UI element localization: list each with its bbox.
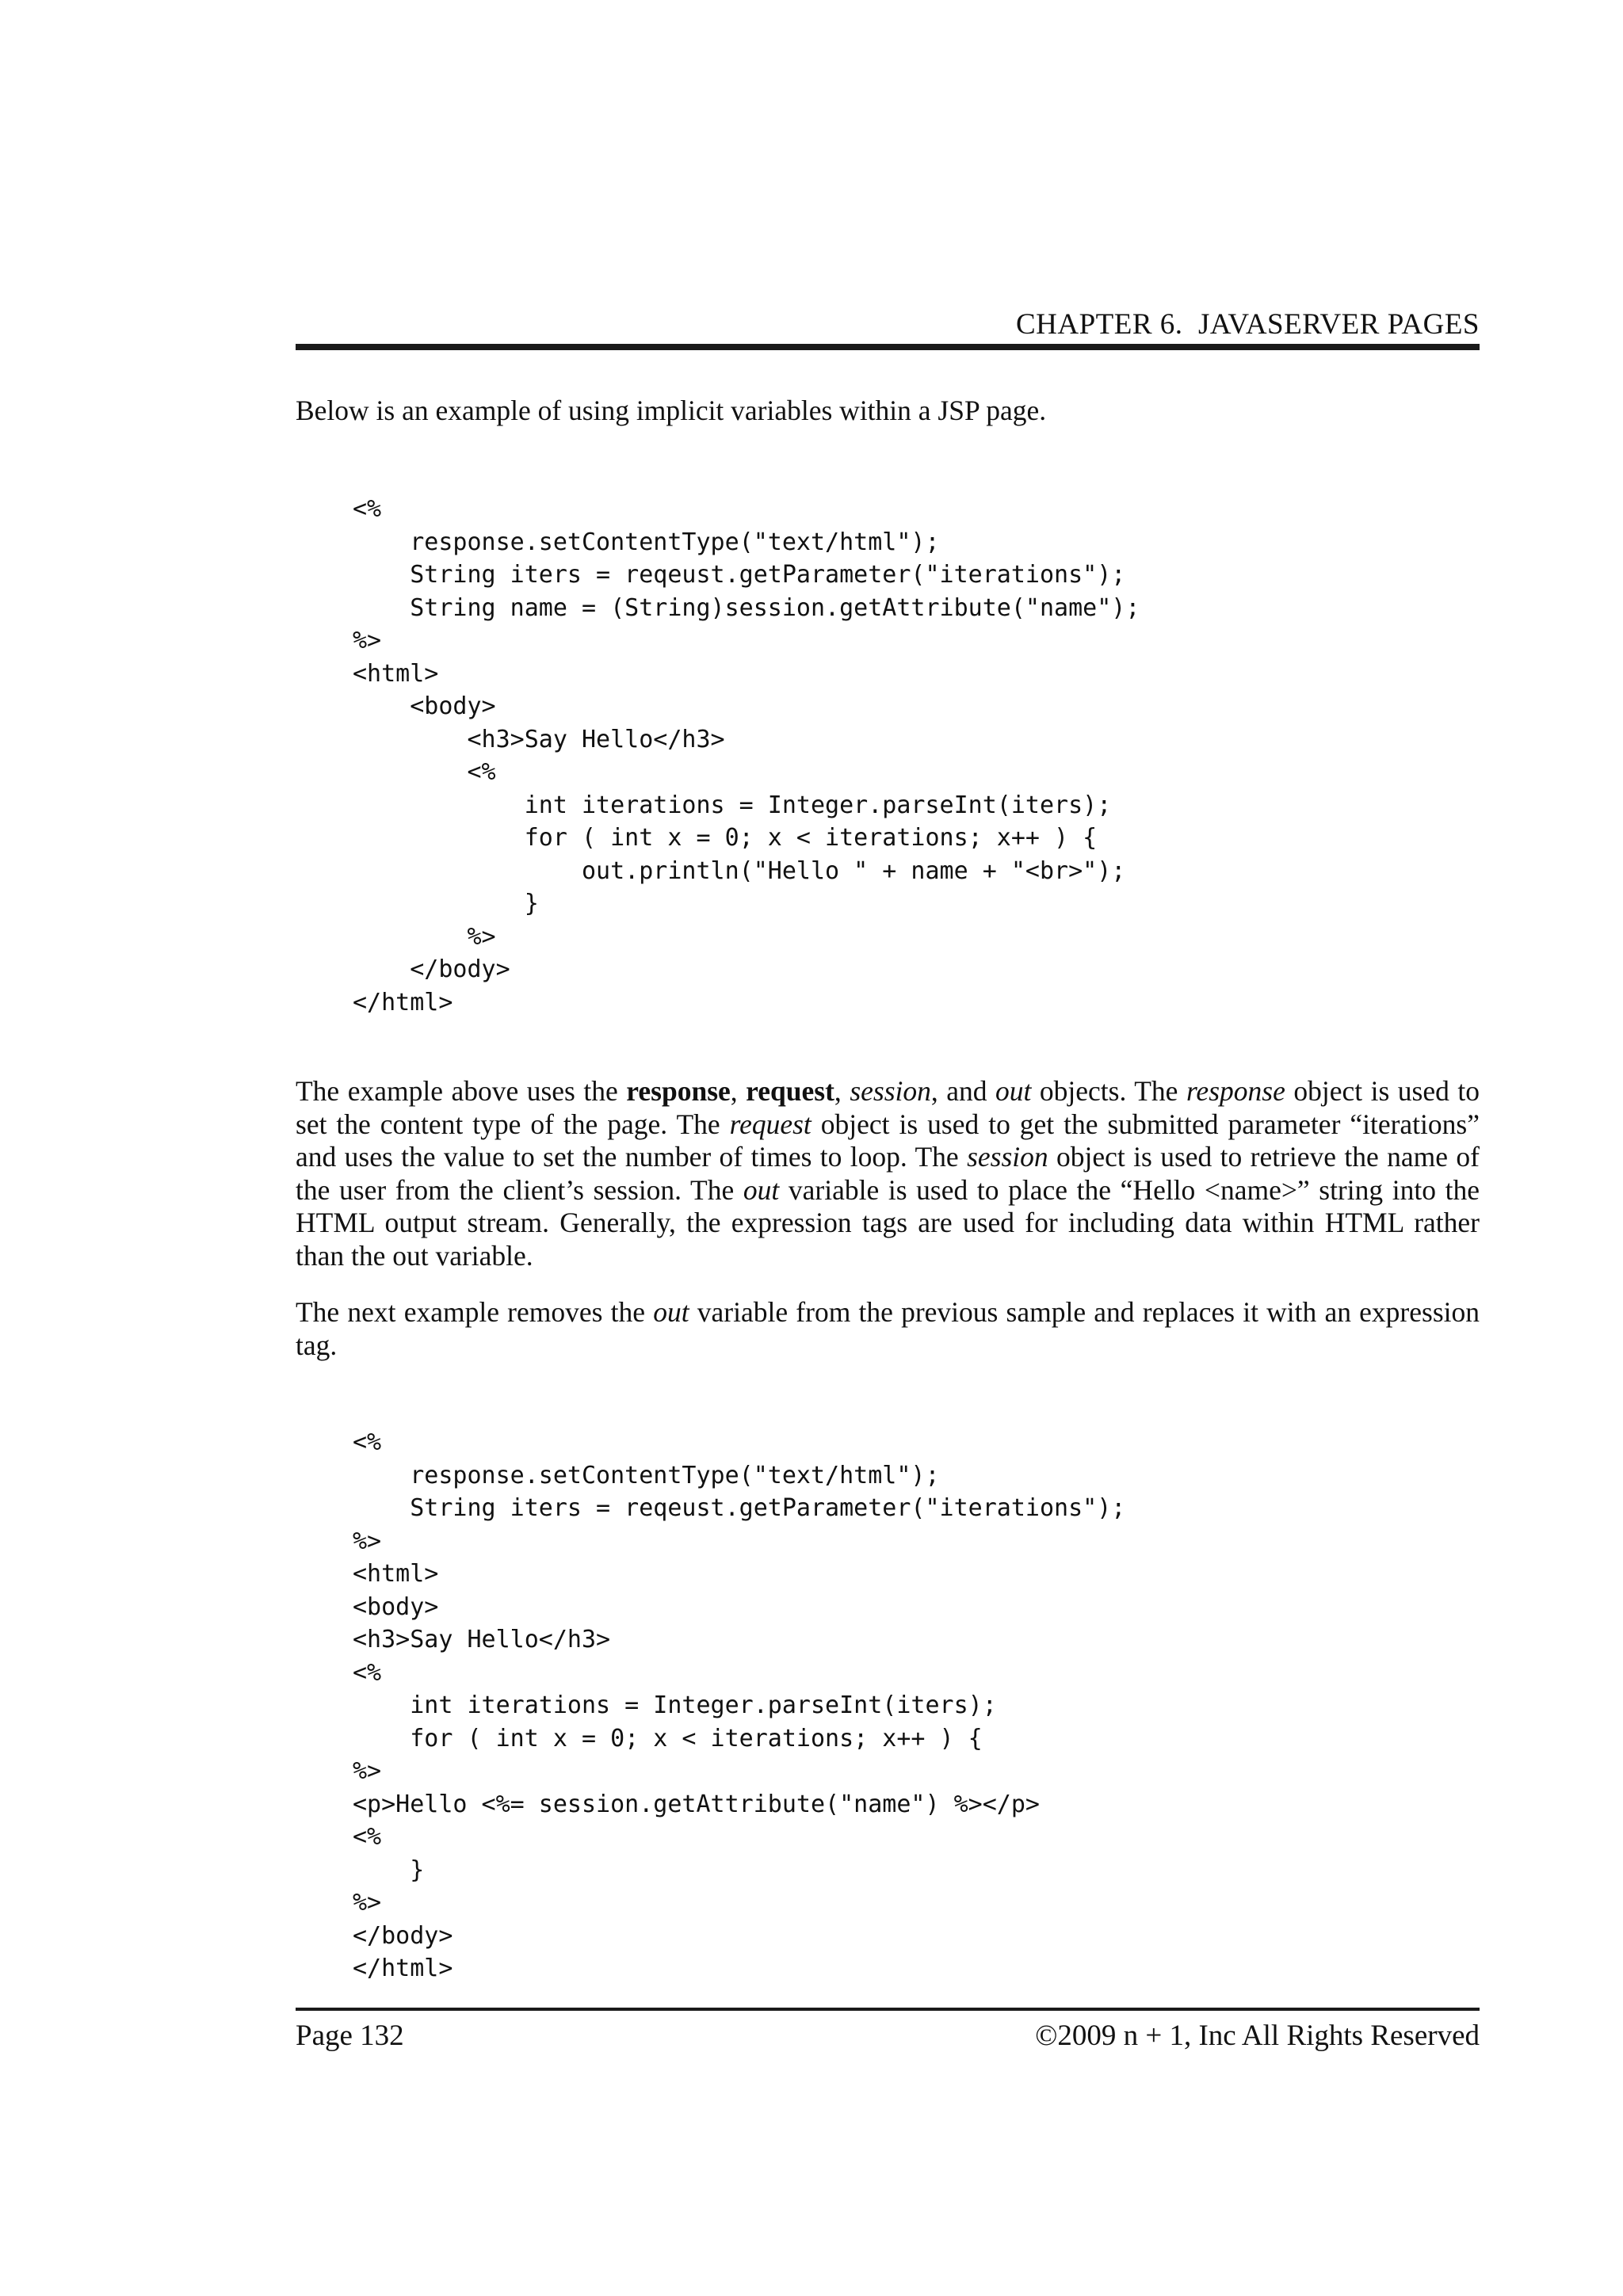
text-run: , and [930, 1075, 996, 1107]
running-head: CHAPTER 6. JAVASERVER PAGES [1015, 308, 1480, 341]
bold-term-request: request [746, 1075, 834, 1107]
text-run: object is used to get the submitted parameter “iterations” and uses the value to set the number of times to loop. The [296, 1108, 1480, 1173]
italic-term-session: session [850, 1075, 931, 1107]
copyright-notice: ©2009 n + 1, Inc All Rights Reserved [1035, 2019, 1480, 2052]
text-run: variable from the previous sample and replaces it with an expression tag. [296, 1296, 1480, 1361]
italic-term-response: response [1186, 1075, 1285, 1107]
page-number: Page 132 [296, 2019, 404, 2052]
italic-term-out: out [653, 1296, 689, 1328]
next-example-paragraph [296, 1296, 1480, 1362]
italic-term-session: session [967, 1141, 1048, 1173]
footer-rule [296, 2008, 1480, 2011]
text-run: The next example removes the [296, 1296, 654, 1328]
text-run: object is used to set the content type of the page. The [296, 1075, 1480, 1140]
header-rule [296, 344, 1480, 350]
text-run: variable is used to place the “Hello <name>” string into the HTML output stream. Generally, the expression tags are used for including data within HTML rather than the out variable. [296, 1173, 1480, 1272]
italic-term-request: request [729, 1108, 812, 1140]
text-run: object is used to retrieve the name of the user from the client’s session. The [296, 1141, 1480, 1206]
text-run: The example above uses the [296, 1075, 627, 1107]
text-run: objects. The [1031, 1075, 1186, 1107]
code-listing-1: <% response.setContentType("text/html"); String iters = reqeust.getParameter("iterations"); String name = (String)session.getAttribute("name"); %> <html> <body> <h3>Say Hello</h3> <% int iterations = Integer.parseInt(iters); for ( int x = 0; x < iterations; x++ ) { out.println("Hello " + name + "<br>"); } %> </body> </html> [353, 495, 1140, 1016]
italic-term-out: out [995, 1075, 1032, 1107]
bold-term-response: response [626, 1075, 731, 1107]
intro-paragraph: Below is an example of using implicit variables within a JSP page. [296, 395, 1047, 426]
code-listing-2: <% response.setContentType("text/html"); String iters = reqeust.getParameter("iterations"); %> <html> <body> <h3>Say Hello</h3> <% int iterations = Integer.parseInt(iters); for ( int x = 0; x < iterations; x++ ) { %> <p>Hello <%= session.getAttribute("name") %></p> <% } %> </body> </html> [353, 1428, 1126, 1982]
explanation-paragraph [296, 1075, 1480, 1272]
text-run: , [730, 1075, 747, 1107]
document-page [296, 0, 1480, 2296]
italic-term-out: out [743, 1173, 780, 1206]
text-run: , [834, 1075, 850, 1107]
